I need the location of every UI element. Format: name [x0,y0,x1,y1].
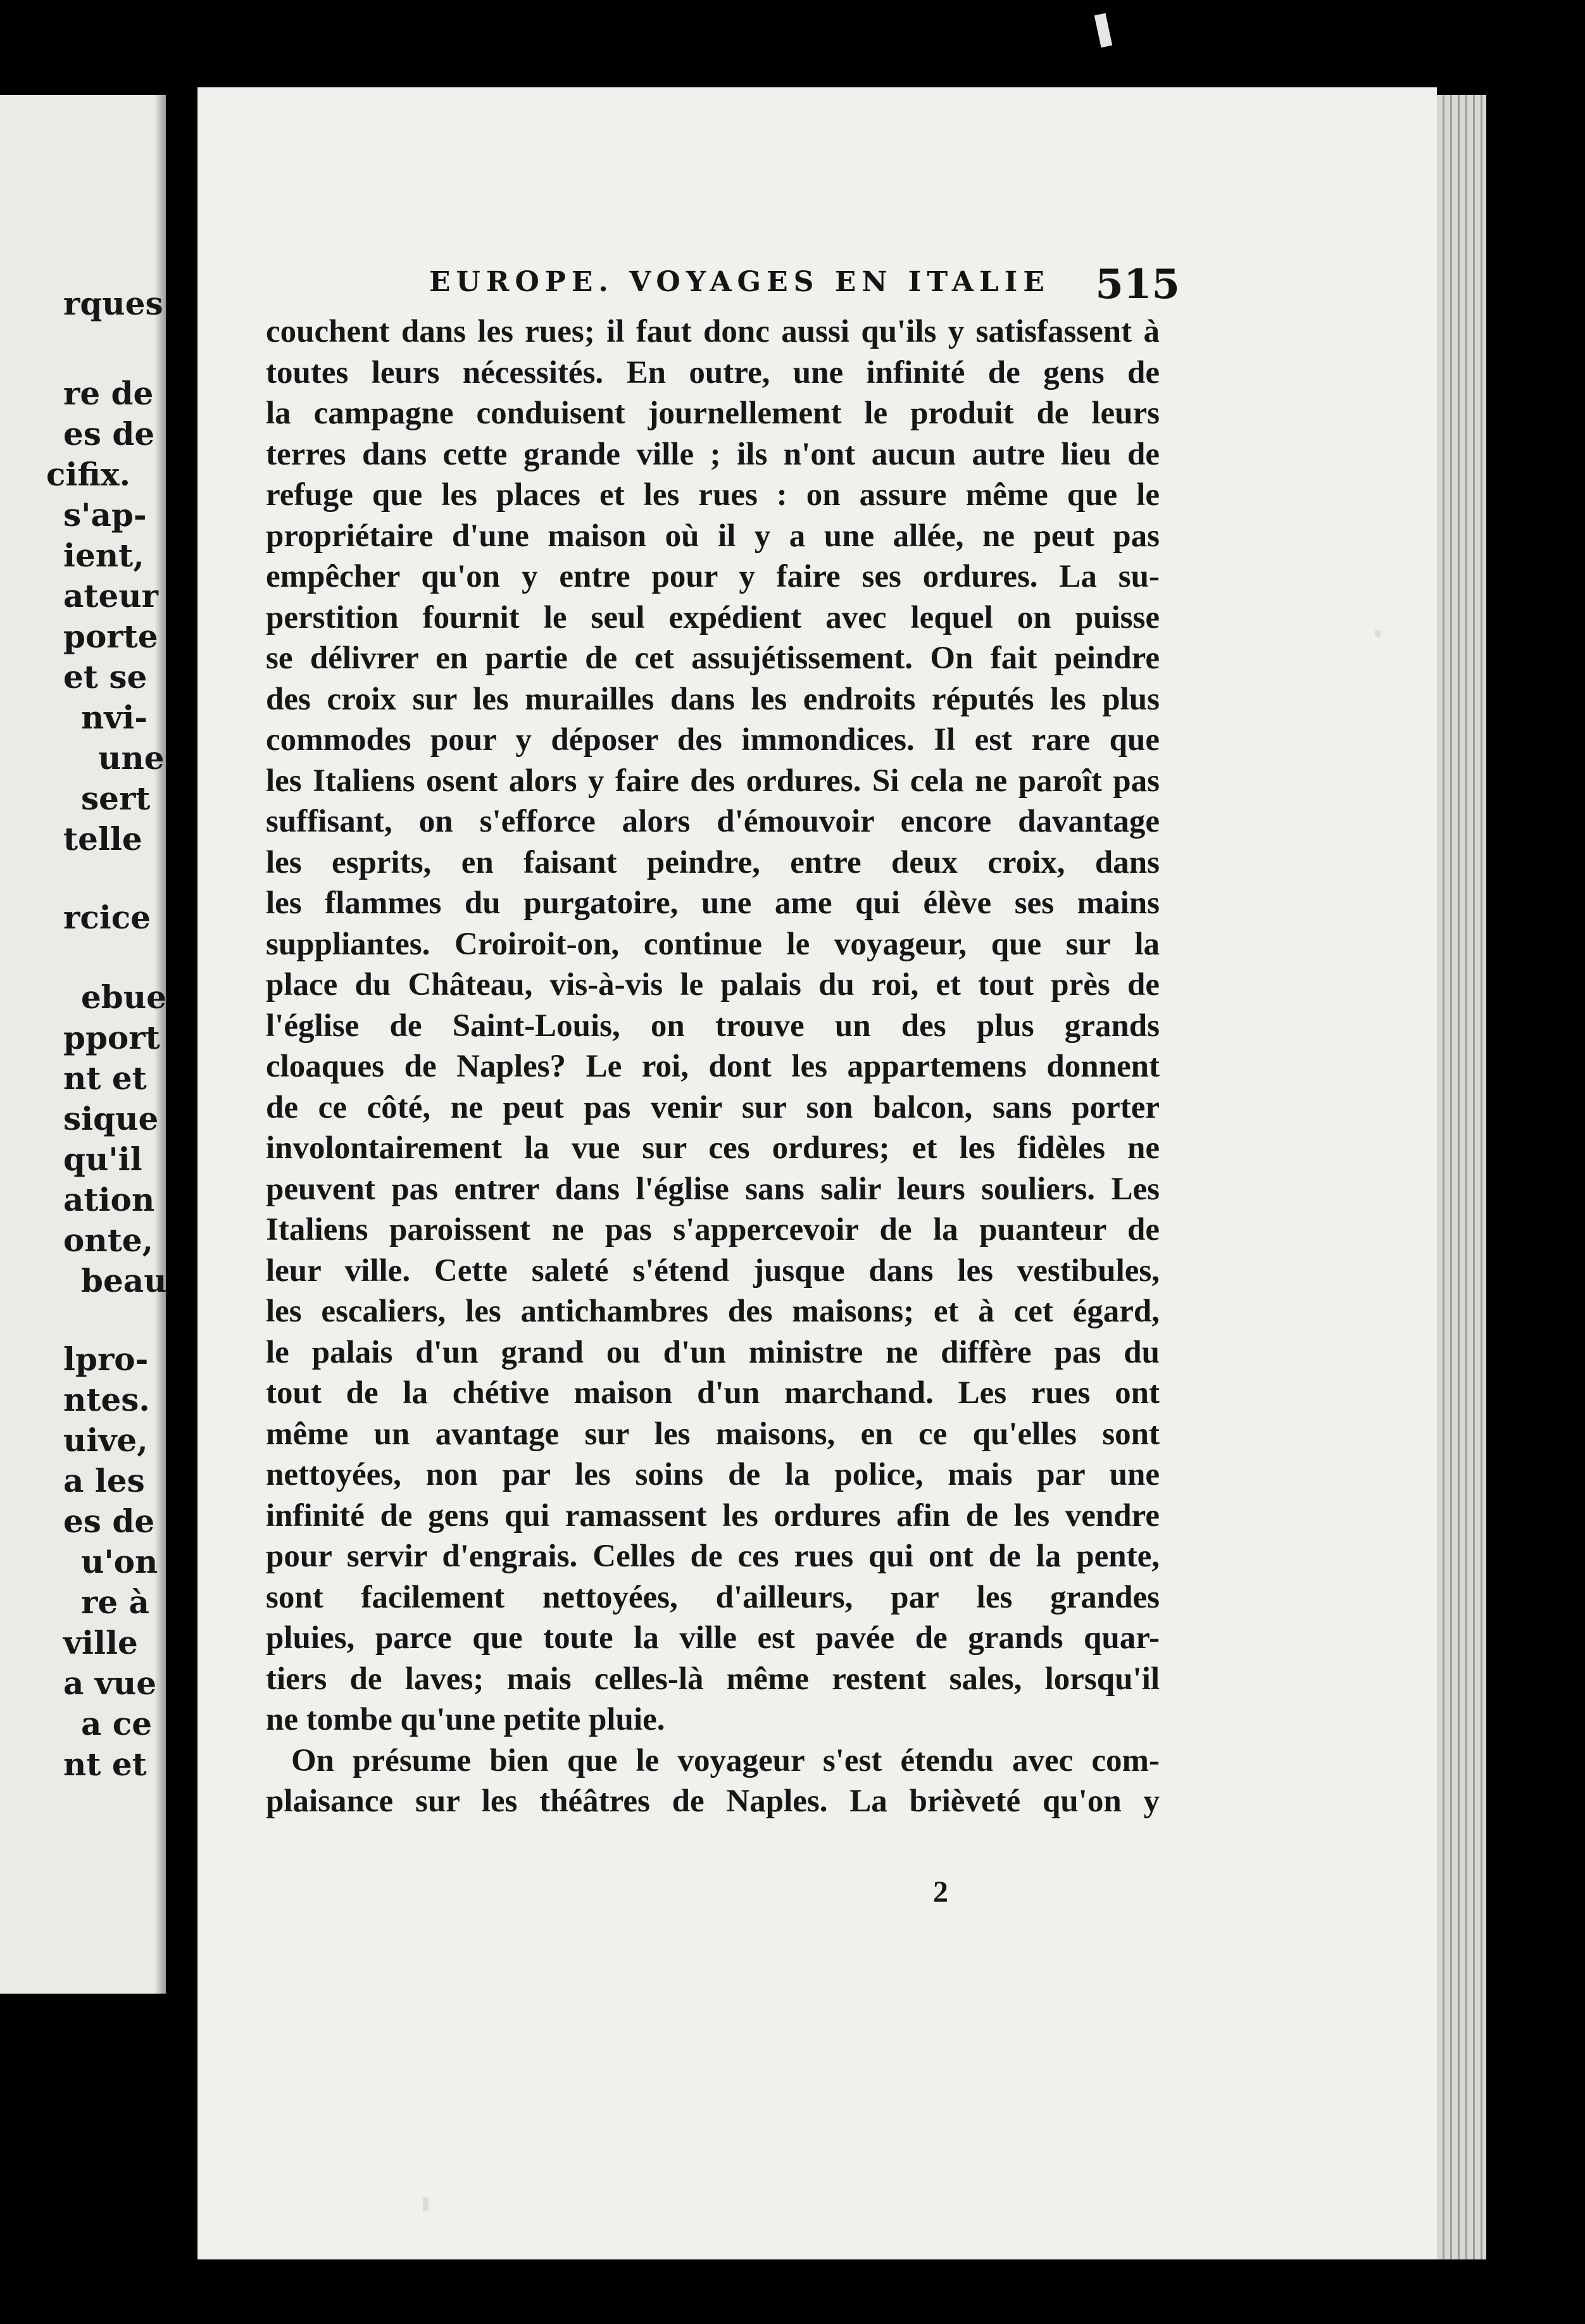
text-line: sont facilement nettoyées, d'ailleurs, par les grandes [266,1579,1160,1615]
left-page-fragment: qu'il [63,1140,142,1178]
text-line: couchent dans les rues; il faut donc aussi qu'ils y satisfassent à [266,314,1160,349]
left-page-fragment: a vue [63,1665,157,1702]
left-page-fragment: sique [63,1100,159,1137]
page-edges [1437,95,1486,2259]
text-line: la campagne conduisent journellement le produit de leurs [266,396,1160,431]
text-line: involontairement la vue sur ces ordures; et les fidèles ne [266,1130,1160,1166]
left-page-fragment: beau [81,1262,167,1299]
left-page-fragment: ation [63,1181,155,1218]
text-line: tout de la chétive maison d'un marchand. Les rues ont [266,1375,1160,1411]
text-line: terres dans cette grande ville ; ils n'ont aucun autre lieu de [266,436,1160,472]
text-line: les esprits, en faisant peindre, entre deux croix, dans [266,844,1160,880]
text-line: les escaliers, les antichambres des maisons; et à cet égard, [266,1294,1160,1329]
left-page-fragment: ient, [63,537,144,574]
text-line: des croix sur les murailles dans les endroits réputés les plus [266,681,1160,717]
text-line: ne tombe qu'une petite pluie. [266,1702,665,1737]
left-page-fragment: ateur [63,577,158,615]
left-page-fragment: une [98,739,165,777]
left-page-fragment: lpro- [63,1340,149,1378]
text-line: l'église de Saint-Louis, on trouve un des plus grands [266,1008,1160,1044]
running-title: EUROPE. VOYAGES EN ITALIE [429,266,1050,298]
text-line: les flammes du purgatoire, une ame qui élève ses mains [266,885,1160,921]
left-page-fragment: a les [63,1462,145,1499]
left-page-fragment: pport [63,1019,160,1056]
text-line: plaisance sur les théâtres de Naples. La brièveté qu'on y [266,1784,1160,1819]
left-page-fragment: nt et [63,1746,147,1783]
text-line: Italiens paroissent ne pas s'appercevoir de la puanteur de [266,1212,1160,1247]
left-page-fragment: nvi- [81,699,148,736]
text-line: On présume bien que le voyageur s'est étendu avec com- [291,1742,1160,1778]
scan-speck [423,2197,429,2211]
left-page-fragment: cifix. [46,456,131,493]
text-line: pour servir d'engrais. Celles de ces rues qui ont de la pente, [266,1539,1160,1574]
left-page-fragment: rcice [63,899,151,936]
left-page-fragment: re à [81,1584,149,1621]
page-number: 515 [1095,261,1180,308]
text-line: tiers de laves; mais celles-là même restent sales, lorsqu'il [266,1661,1160,1697]
text-line: peuvent pas entrer dans l'église sans salir leurs souliers. Les [266,1171,1160,1207]
left-page-fragment: porte [63,618,158,655]
text-line: commodes pour y déposer des immondices. Il est rare que [266,722,1160,758]
text-line: le palais d'un grand ou d'un ministre ne diffère pas du [266,1334,1160,1370]
body-text [266,311,1160,1822]
text-line: infinité de gens qui ramassent les ordures afin de les vendre [266,1497,1160,1534]
text-line: les Italiens osent alors y faire des ordures. Si cela ne paroît pas [266,763,1160,799]
left-page-fragment: et se [63,658,147,696]
left-page-fragment: rques [63,285,163,322]
left-page-fragment: sert [81,780,151,817]
text-line: empêcher qu'on y entre pour y faire ses ordures. La su- [266,559,1160,594]
text-line: toutes leurs nécessités. En outre, une infinité de gens de [266,354,1160,390]
left-page-fragment: onte, [63,1221,154,1259]
left-page-fragment: telle [63,820,142,858]
left-page-fragment: a ce [81,1705,153,1742]
left-page-fragment: nt et [63,1059,147,1097]
left-page-fragment: ebue [81,978,166,1016]
left-page-fragment: u'on [81,1543,158,1580]
text-line: propriétaire d'une maison où il y a une allée, ne peut pas [266,518,1160,554]
left-page-fragment: ntes. [63,1381,150,1418]
text-line: leur ville. Cette saleté s'étend jusque dans les vestibules, [266,1253,1160,1289]
left-page-fragment: es de [63,1502,155,1540]
text-line: refuge que les places et les rues : on assure même que le [266,477,1160,513]
text-line: même un avantage sur les maisons, en ce qu'elles sont [266,1416,1160,1452]
text-line: perstition fournit le seul expédient avec lequel on puisse [266,599,1160,635]
left-page-fragment: ville [63,1624,138,1661]
text-line: nettoyées, non par les soins de la police, mais par une [266,1457,1160,1492]
text-line: suffisant, on s'efforce alors d'émouvoir encore davantage [266,804,1160,839]
left-page-fragment: re de [63,375,154,412]
text-line: suppliantes. Croiroit-on, continue le voyageur, que sur la [266,926,1160,962]
text-line: pluies, parce que toute la ville est pavée de grands quar- [266,1620,1160,1656]
left-page-fragment: uive, [63,1421,148,1459]
scan-speck [1375,630,1381,637]
running-head [429,261,1180,308]
text-line: place du Château, vis-à-vis le palais du roi, et tout près de [266,967,1160,1003]
text-line: se délivrer en partie de cet assujétissement. On fait peindre [266,640,1160,676]
signature-mark: 2 [933,1875,948,1909]
corner-mark [1094,13,1112,48]
text-line: de ce côté, ne peut pas venir sur son balcon, sans porter [266,1089,1160,1125]
left-page-fragment: es de [63,415,155,453]
left-page-fragment: s'ap- [63,496,147,534]
text-line: cloaques de Naples? Le roi, dont les appartemens donnent [266,1049,1160,1084]
